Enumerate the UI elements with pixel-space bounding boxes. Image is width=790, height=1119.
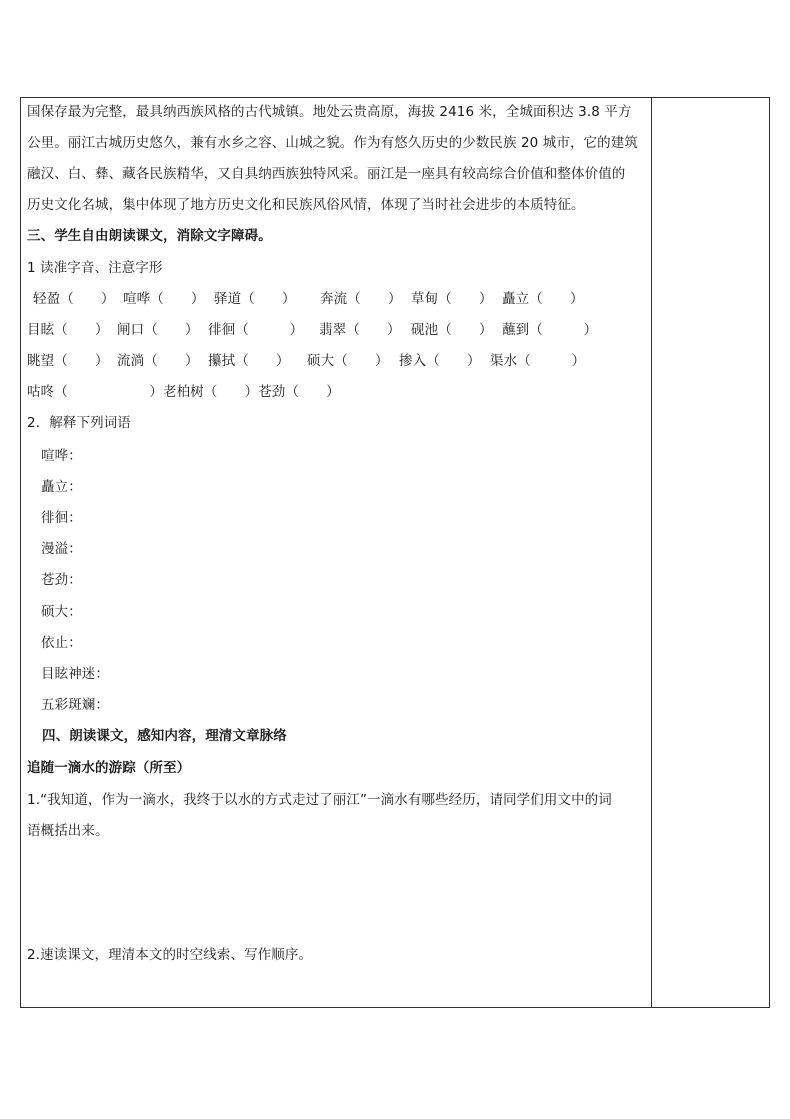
vocab-item: 目眩神迷： xyxy=(41,666,109,682)
pronunciation-item: 草甸（ ） xyxy=(411,291,493,307)
pronunciation-item: 流淌（ ） xyxy=(117,353,199,369)
section3-heading: 三、学生自由朗读课文，消除文字障碍。 xyxy=(27,228,272,244)
question-1-continued: 语概括出来。 xyxy=(27,823,109,839)
pronunciation-item: 翡翠（ ） xyxy=(319,322,401,338)
pronunciation-item: 攥拭（ ） xyxy=(208,353,290,369)
pronunciation-item: 咕咚（ ）老柏树（ ）苍劲（ ） xyxy=(27,384,340,400)
pronunciation-item: 闸口（ ） xyxy=(117,322,199,338)
vocab-item: 矗立： xyxy=(41,479,82,495)
vocab-item: 喧哗： xyxy=(41,448,82,464)
pronunciation-item: 硕大（ ） xyxy=(307,353,389,369)
pronunciation-item: 轻盈（ ） xyxy=(33,291,115,307)
pronunciation-item: 徘徊（ ） xyxy=(208,322,304,338)
pronunciation-item: 喧哗（ ） xyxy=(123,291,205,307)
question-1: 1.“我知道，作为一滴水，我终于以水的方式走过了丽江”一滴水有哪些经历，请同学们用文中的词 xyxy=(27,792,612,808)
question-2: 2.速读课文，理清本文的时空线索、写作顺序。 xyxy=(27,947,313,963)
vocab-item: 五彩斑斓： xyxy=(41,697,109,713)
intro-line: 国保存最为完整，最具纳西族风格的古代城镇。地处云贵高原，海拔 2416 米，全城面积达 3.8 平方 xyxy=(27,104,632,120)
section4-subheading: 追随一滴水的游踪（所至） xyxy=(27,760,191,776)
vocab-item: 漫溢： xyxy=(41,541,82,557)
pronunciation-item: 砚池（ ） xyxy=(411,322,493,338)
section4-heading: 四、朗读课文，感知内容，理清文章脉络 xyxy=(42,728,287,744)
intro-line: 融汉、白、彝、藏各民族精华，又自具纳西族独特风采。丽江是一座具有较高综合价值和整体价值的 xyxy=(27,166,626,182)
pronunciation-item: 蘸到（ ） xyxy=(502,322,598,338)
section3-subheading-pronunciation: 1 读准字音、注意字形 xyxy=(27,260,163,276)
pronunciation-item: 奔流（ ） xyxy=(320,291,402,307)
vocab-item: 依止： xyxy=(41,635,82,651)
pronunciation-item: 矗立（ ） xyxy=(502,291,584,307)
pronunciation-row xyxy=(27,384,340,400)
pronunciation-item: 掺入（ ） xyxy=(399,353,481,369)
pronunciation-item: 驿道（ ） xyxy=(214,291,296,307)
vocab-item: 硕大： xyxy=(41,604,82,620)
pronunciation-item: 眺望（ ） xyxy=(27,353,109,369)
section3-subheading-vocabulary: 2．解释下列词语 xyxy=(27,415,131,431)
table-column-divider xyxy=(651,97,652,1008)
vocab-item: 苍劲： xyxy=(41,572,82,588)
vocab-item: 徘徊： xyxy=(41,510,82,526)
intro-line: 公里。丽江古城历史悠久，兼有水乡之容、山城之貌。作为有悠久历史的少数民族 20 城市，它的建筑 xyxy=(27,135,638,151)
pronunciation-item: 目眩（ ） xyxy=(27,322,109,338)
pronunciation-item: 渠水（ ） xyxy=(490,353,586,369)
intro-line: 历史文化名城，集中体现了地方历史文化和民族风俗风情，体现了当时社会进步的本质特征。 xyxy=(27,197,585,213)
